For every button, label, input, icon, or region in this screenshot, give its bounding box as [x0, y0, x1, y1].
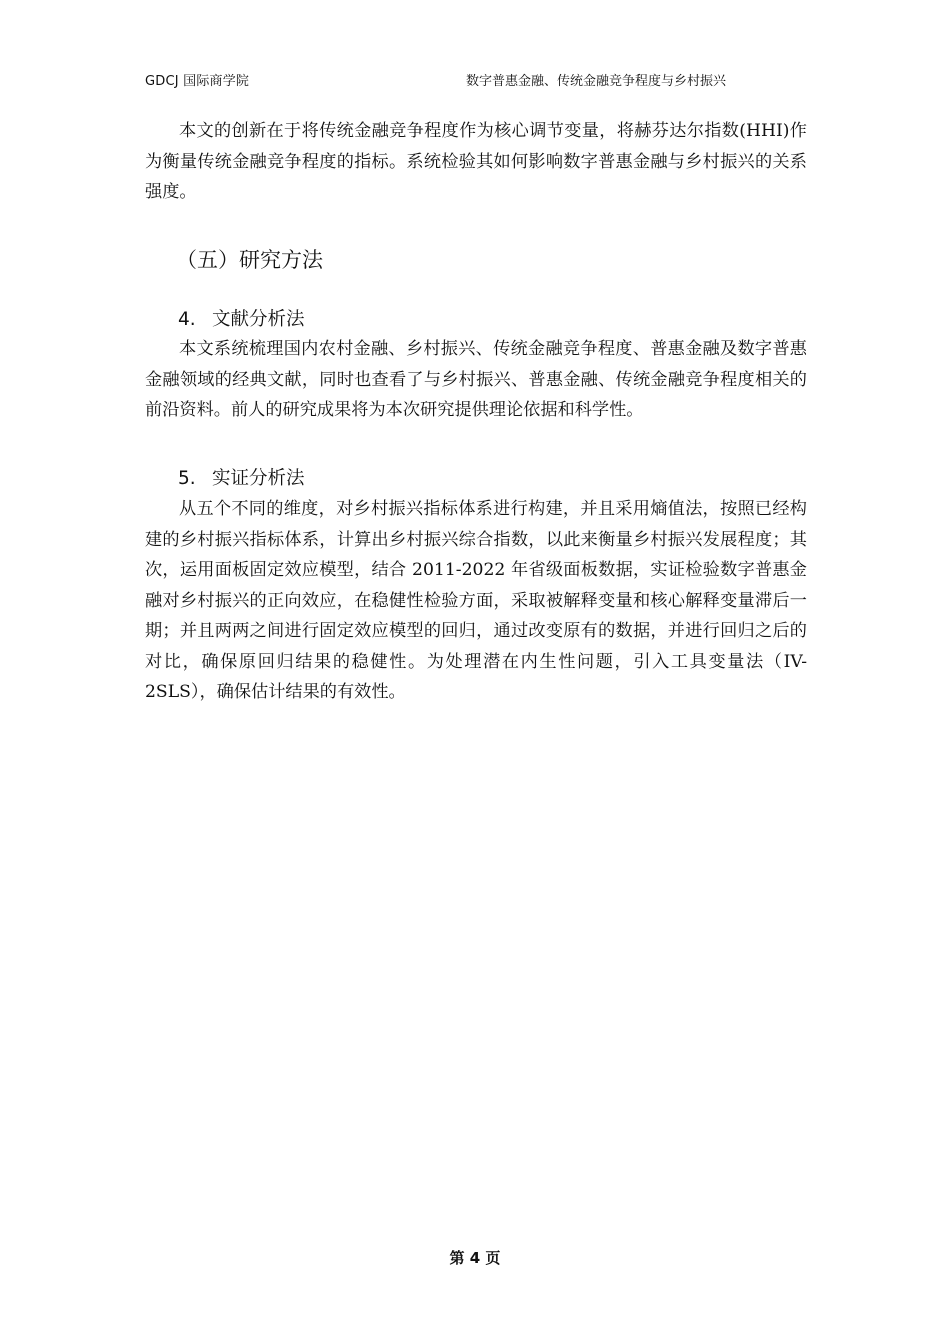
subheading-empirical-analysis	[178, 464, 305, 490]
subheading-literature-analysis	[178, 305, 305, 331]
empirical-analysis-paragraph: 从五个不同的维度，对乡村振兴指标体系进行构建，并且采用熵值法，按照已经构建的乡村振兴指标体系，计算出乡村振兴综合指数，以此来衡量乡村振兴发展程度；其次，运用面板固定效应模型，结合 2011-2022 年省级面板数据，实证检验数字普惠金融对乡村振兴的正向效应，在稳健性检验方面，采取被解释变量和核心解释变量滞后一期；并且两两之间进行固定效应模型的回归，通过改变原有的数据，并进行回归之后的对比，确保原回归结果的稳健性。为处理潜在内生性问题，引入工具变量法（IV-2SLS），确保估计结果的有效性。	[145, 499, 807, 702]
subheading-title: 实证分析法	[212, 468, 305, 489]
page-number: 第 4 页	[449, 1249, 501, 1267]
subheading-number: 5.	[178, 468, 196, 489]
subheading-title: 文献分析法	[212, 309, 305, 330]
header-document-title: 数字普惠金融、传统金融竞争程度与乡村振兴	[466, 74, 727, 89]
intro-paragraph: 本文的创新在于将传统金融竞争程度作为核心调节变量，将赫芬达尔指数(HHI)作为衡量传统金融竞争程度的指标。系统检验其如何影响数字普惠金融与乡村振兴的关系强度。	[145, 121, 807, 202]
header-institution: GDCJ 国际商学院	[145, 74, 250, 89]
subheading-number: 4.	[178, 309, 196, 330]
literature-analysis-paragraph: 本文系统梳理国内农村金融、乡村振兴、传统金融竞争程度、普惠金融及数字普惠金融领域的经典文献，同时也查看了与乡村振兴、普惠金融、传统金融竞争程度相关的前沿资料。前人的研究成果将为本次研究提供理论依据和科学性。	[145, 339, 807, 420]
section-heading-research-methods: （五）研究方法	[176, 248, 323, 272]
